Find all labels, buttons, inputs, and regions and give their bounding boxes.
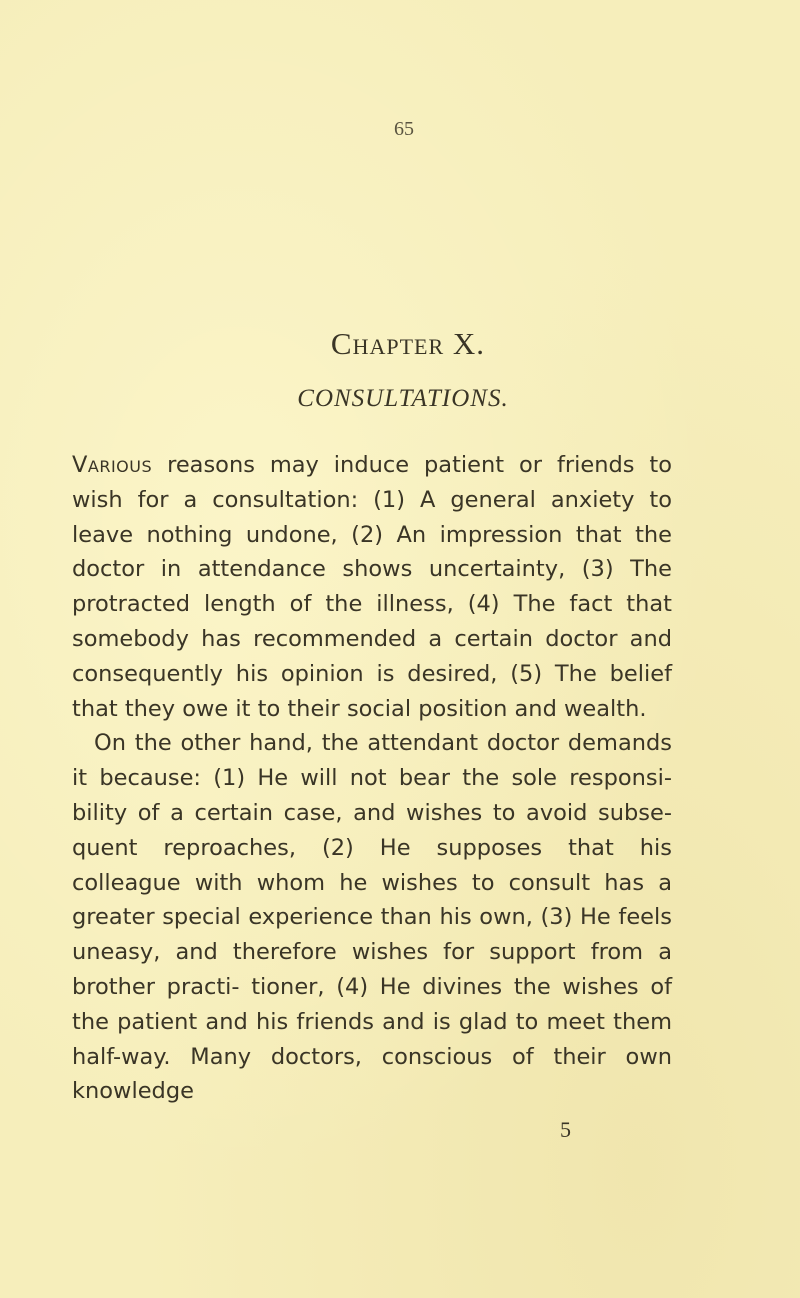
page-number: 65	[394, 118, 414, 140]
chapter-title: Chapter X.	[330, 326, 486, 361]
paragraph-lead-word: Various	[72, 452, 153, 478]
paragraph-text: reasons may induce patient or friends to wish for a consultation: (1) A general anxiety to leave nothing undone, (2) An impression that the doctor in attendance shows uncertainty, (3) The protracted length of the illness, (4) The fact that somebody has recommended a certain doctor and consequently his opinion is desired, (5) The belief that they owe it to their social position and wealth.	[72, 452, 672, 722]
section-title: CONSULTATIONS.	[297, 385, 509, 412]
paragraph-text: On the other hand, the attendant doctor demands it because: (1) He will not bear the sole responsi- bility of a certain case, and wishes to avoid subse- quent reproaches, (2) He supposes that his colleague with whom he wishes to consult has a greater special experience than his own, (3) He feels uneasy, and therefore wishes for support from a brother practi- tioner, (4) He divines the wishes of the patient and his friends and is glad to meet them half-way. Many doctors, conscious of their own knowledge	[72, 730, 672, 1105]
signature-mark: 5	[560, 1117, 571, 1142]
paragraph	[72, 726, 672, 1109]
body-text	[72, 448, 672, 1109]
paragraph	[72, 448, 672, 726]
